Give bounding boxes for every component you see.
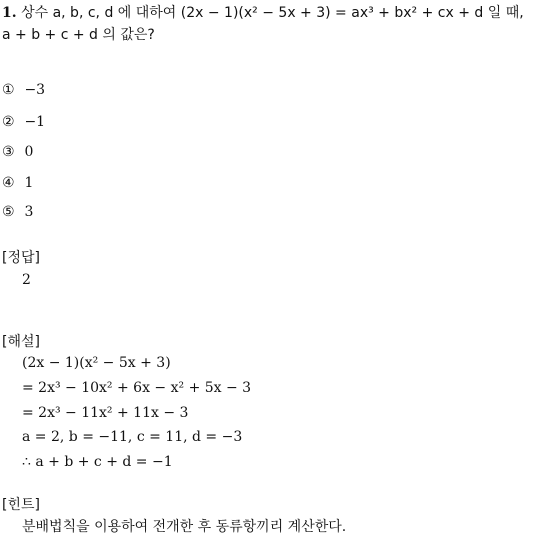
question-line-1 [2, 2, 524, 22]
hint-header: [힌트] [2, 497, 40, 513]
choice-text: −1 [24, 114, 46, 130]
choice-text: 0 [24, 144, 34, 160]
choice-4[interactable] [2, 175, 33, 191]
choice-marker: ① [2, 82, 15, 98]
answer-value: 2 [22, 272, 31, 288]
choice-marker: ② [2, 114, 15, 130]
question-number: 1. [2, 5, 17, 21]
choice-text: 3 [24, 204, 34, 220]
solution-line-2: = 2x³ − 10x² + 6x − x² + 5x − 3 [22, 380, 252, 396]
solution-line-1: (2x − 1)(x² − 5x + 3) [22, 355, 171, 371]
question-text-2: a + b + c + d 의 값은? [2, 27, 155, 43]
choice-marker: ④ [2, 175, 15, 191]
hint-text: 분배법칙을 이용하여 전개한 후 동류항끼리 계산한다. [22, 519, 347, 535]
choice-5[interactable] [2, 204, 33, 220]
solution-line-4: a = 2, b = −11, c = 11, d = −3 [22, 429, 243, 445]
question-text-1: 상수 a, b, c, d 에 대하여 (2x − 1)(x² − 5x + 3) = ax³ + bx² + cx + d 일 때, [21, 5, 524, 21]
choice-text: 1 [24, 175, 34, 191]
choice-text: −3 [24, 82, 46, 98]
choice-2[interactable] [2, 114, 45, 130]
solution-line-3: = 2x³ − 11x² + 11x − 3 [22, 405, 189, 421]
solution-line-5: ∴ a + b + c + d = −1 [22, 454, 173, 470]
choice-marker: ③ [2, 144, 15, 160]
choice-3[interactable] [2, 144, 33, 160]
choice-1[interactable] [2, 82, 45, 98]
answer-header: [정답] [2, 250, 40, 266]
choice-marker: ⑤ [2, 204, 15, 220]
solution-header: [해설] [2, 334, 40, 350]
